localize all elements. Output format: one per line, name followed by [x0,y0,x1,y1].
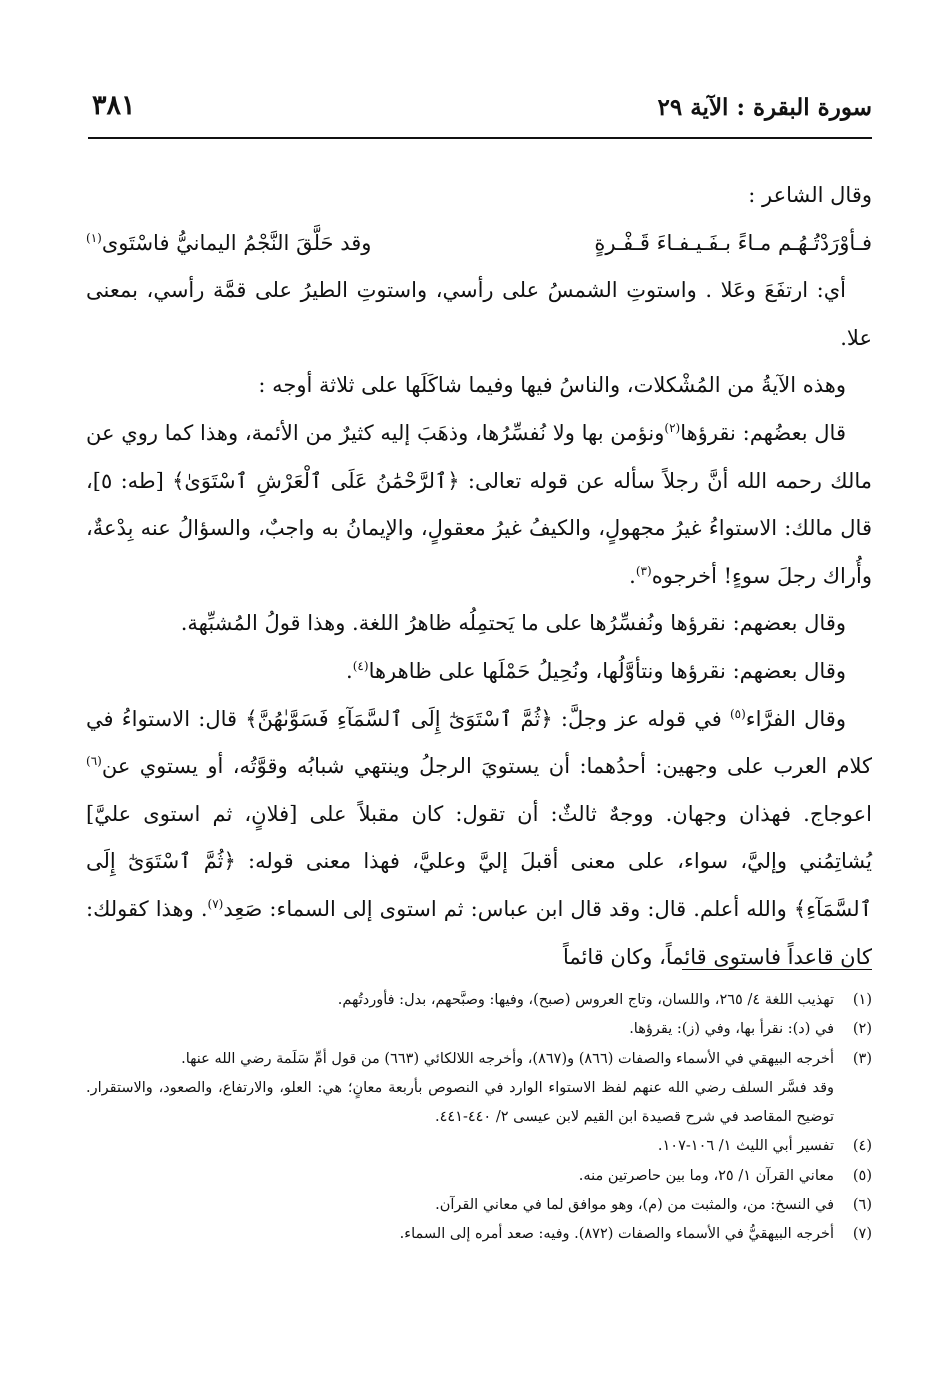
footnote-text: تفسير أبي الليث ١/ ١٠٦-١٠٧. [657,1138,834,1155]
footnote-number: (٦) [852,1197,872,1214]
paragraph-first-view: قال بعضُهم: نقرؤها$^{(٢)}$ونؤمن بها ولا نُفسِّرُها، وذهَبَ إليه كثيرٌ من الأئمة، وهذا كما روي عن مالك رحمه الله أنَّ رجلاً سأله عن قوله تعالى: ﴿ٱلرَّحْمَٰنُ عَلَى ٱلْعَرْشِ ٱسْتَوَىٰ﴾ [طه: ٥]، قال مالك: الاستواءُ غيرُ مجهولٍ، والكيفُ غيرُ معقولٍ، والإيمانُ به واجبٌ، والسؤالُ عنه بِدْعةٌ، وأُراك رجلَ سوءٍ! أخرجوه$^{(٣)}$. [86,420,872,588]
verse-second-hemistich: وقد حَلَّقَ النَّجْمُ اليمانيُّ فاسْتَوى$^{(١)}$ [86,230,372,255]
paragraph-poet-intro: وقال الشاعر : [748,183,872,207]
paragraph-third-view: وقال بعضهم: نقرؤها ونتأوَّلُها، ونُحِيلُ حَمْلَها على ظاهرها$^{(٤)}$. [346,658,846,683]
footnote-text: أخرجه البيهقي في الأسماء والصفات (٨٦٦) و(٨٦٧)، وأخرجه اللالكائي (٦٦٣) من قول أمِّ سَلَمة رضي الله عنها. [181,1050,834,1067]
paragraph-farra: وقال الفرَّاء$^{(٥)}$ في قوله عز وجلَّ: ﴿ثُمَّ ٱسْتَوَىٰٓ إِلَى ٱلسَّمَآءِ فَسَوَّىٰهُنَّ﴾ قال: الاستواءُ في كلام العرب على وجهين: أحدُهما: أن يستويَ الرجلُ وينتهي شبابُه وقوَّتُه، أو يستوي عن$^{(٦)}$ اعوجاج. فهذان وجهان. ووجهٌ ثالثٌ: أن تقول: كان مقبلاً على [فلانٍ، ثم استوى عليَّ] يُشاتِمُني وإليَّ، سواء، على معنى أقبلَ إليَّ وعليَّ، فهذا معنى قوله: ﴿ثُمَّ ٱسْتَوَىٰٓ إِلَى ٱلسَّمَآءِ﴾ والله أعلم. قال: وقد قال ابن عباس: ثم استوى إلى السماء: صَعِد$^{(٧)}$. وهذا كقولك: كان قاعداً فاستوى قائماً، وكان قائماً [86,706,872,969]
footnote-number: (٣) [852,1050,872,1067]
footnote-4 [86,1132,872,1161]
footnote-1 [86,986,872,1015]
footnote-ref-4[interactable]: (٤) [352,658,369,673]
paragraph-second-view: وقال بعضهم: نقرؤها ونُفسِّرُها على ما يَحتمِلُه ظاهرُ اللغة. وهذا قولُ المُشبِّهة. [180,611,846,636]
footnote-ref-2[interactable]: (٢) [664,420,681,435]
footnote-text: أخرجه البيهقيُّ في الأسماء والصفات (٨٧٢). وفيه: صعد أمره إلى السماء. [399,1226,834,1243]
footnote-ref-5[interactable]: (٥) [729,706,746,721]
footnote-ref-6[interactable]: (٦) [86,754,102,769]
page-number: ٣٨١ [92,90,136,121]
footnote-ref-1[interactable]: (١) [86,230,102,245]
footnote-2 [86,1015,872,1044]
paragraph-three-views: وهذه الآيةُ من المُشْكلات، والناسُ فيها وفيما شاكَلَها على ثلاثة أوجه : [258,373,846,398]
footnote-number: (١) [852,992,872,1008]
footnote-number: (٥) [852,1167,872,1184]
footnote-6 [86,1191,872,1220]
footnote-3-continued: وقد فسَّر السلف رضي الله عنهم لفظ الاستواء الوارد في النصوص بأربعة معانٍ؛ هي: العلو، والارتفاع، والصعود، والاستقرار. توضيح المقاصد في شرح قصيدة ابن القيم لابن عيسى ٢/ ٤٤٠-٤٤١. [86,1079,834,1126]
footnote-3 [86,1045,872,1074]
footnote-number: (٤) [852,1138,872,1155]
footnote-number: (٧) [852,1226,872,1243]
footnote-7 [86,1220,872,1249]
footnote-ref-7[interactable]: (٧) [207,896,224,911]
main-text [86,172,872,981]
footnotes [86,986,872,1250]
running-title: سورة البقرة : الآية ٢٩ [657,94,872,121]
footnote-divider [682,969,872,970]
header-divider [88,137,872,139]
footnote-text: في النسخ: من، والمثبت من (م)، وهو موافق لما في معاني القرآن. [435,1197,834,1214]
footnote-text: في (د): نقرأ بها، وفي (ز): يقرؤها. [629,1021,834,1038]
poetry-verse [86,220,872,268]
paragraph-meaning: أي: ارتفَعَ وعَلا . واستوتِ الشمسُ على رأسي، واستوتِ الطيرُ على قمَّة رأسي، بمعنى علا. [86,278,872,350]
footnote-text: معاني القرآن ١/ ٢٥، وما بين حاصرتين منه. [578,1167,834,1184]
footnote-5 [86,1162,872,1191]
footnote-number: (٢) [852,1021,872,1038]
footnote-text: تهذيب اللغة ٤/ ٢٦٥، واللسان، وتاج العروس (صبح)، وفيها: وصبَّحهم، بدل: فأوردتُهم. [337,992,834,1008]
page-header [88,88,872,132]
verse-first-hemistich: فـأوْرَدْتُـهُـم مـاءً بـفَـيـفـاءَ قَـفْـرةٍ [594,230,872,255]
footnote-ref-3[interactable]: (٣) [635,563,652,578]
